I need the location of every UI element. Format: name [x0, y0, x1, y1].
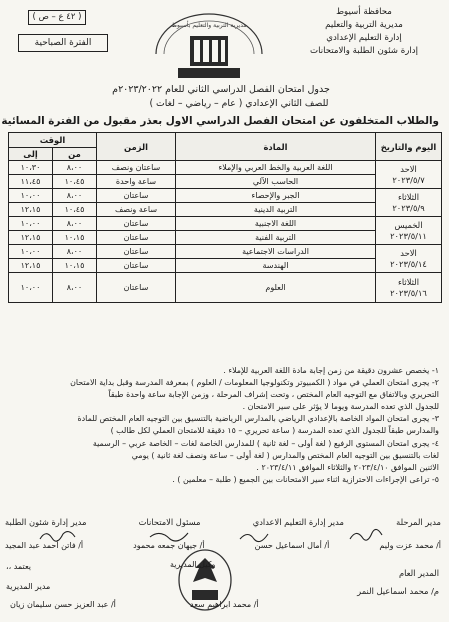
- notes-section: [9, 365, 439, 486]
- day-name: الثلاثاء: [397, 191, 420, 202]
- col-header-to: إلى: [9, 148, 53, 161]
- director-name: أ/ عبد العزيز حسن سليمان زيان: [10, 600, 116, 609]
- note-line: ٥- تراعى الإجراءات الاحترازية اثناء سير الامتحانات بين الجميع ( طلبة – معلمين ) .: [172, 474, 439, 484]
- day-name: الثلاثاء: [397, 276, 420, 287]
- table-row: [9, 161, 442, 175]
- from-time-cell: ٨،٠٠: [53, 161, 97, 175]
- deputy-name: أ/ محمد ابراهيم سعد: [190, 600, 259, 609]
- day-date-cell: [376, 217, 442, 245]
- exam-date: ٢٠٢٣/٥/٩: [392, 202, 425, 213]
- day-name: الاحد: [400, 247, 417, 258]
- to-time-cell: ١٢،١٥: [9, 203, 53, 217]
- day-name: الاحد: [400, 163, 417, 174]
- signature-title: مسئول الامتحانات: [138, 517, 201, 527]
- exam-date: ٢٠٢٣/٥/١٤: [390, 258, 427, 269]
- exam-schedule-table: [8, 132, 442, 303]
- directorate-label: مديرية التربية والتعليم: [325, 20, 403, 30]
- duration-cell: ساعة ونصف: [97, 203, 176, 217]
- table-row: [9, 189, 442, 203]
- logo-arc-text: مديرية التربية والتعليم بأسيوط: [171, 22, 247, 29]
- signature-title: مدير إدارة التعليم الاعدادي: [252, 517, 344, 527]
- duration-cell: ساعة واحدة: [97, 175, 176, 189]
- from-time-cell: ١٠،١٥: [53, 231, 97, 245]
- subject-cell: الهندسة: [176, 259, 376, 273]
- signature-name: أ/ فاتن أحمد عبد المجيد: [5, 541, 84, 550]
- to-time-cell: ١١،٤٥: [9, 175, 53, 189]
- signature-titles: [5, 517, 441, 527]
- duration-cell: ساعتان: [97, 273, 176, 303]
- subject-cell: التربية الفنية: [176, 231, 376, 245]
- table-row: [9, 273, 442, 303]
- subject-cell: العلوم: [176, 273, 376, 303]
- day-name: الخميس: [394, 219, 423, 230]
- note-line: للجدول الذي تعده المدرسة ويوما لا يؤثر على سير الامتحان .: [242, 402, 439, 412]
- duration-cell: ساعتان: [97, 245, 176, 259]
- administration-label: إدارة التعليم الإعدادي: [326, 33, 402, 43]
- duration-cell: ساعتان: [97, 259, 176, 273]
- note-line: الاثنين الموافق ٢٠٢٣/٤/١٠ والثلاثاء الموافق ٢٠٢٣/٤/١١ .: [256, 462, 439, 472]
- shift-label: الفترة الصباحية: [18, 34, 108, 52]
- col-header-day-date: اليوم والتاريخ: [376, 133, 442, 161]
- to-time-cell: ١٢،١٥: [9, 231, 53, 245]
- subject-cell: الجبر والإحصاء: [176, 189, 376, 203]
- note-line: ٤- يجرى امتحان المستوى الرفيع ( لغة أولى – لغة ثانية ) للمدارس الخاصة لغات – الخاصة عربي – الرسمية: [92, 438, 439, 448]
- signature-name: أ/ جيهان جمعه محمود: [133, 541, 205, 550]
- note-line: ٣- يجرى امتحان المواد الخاصة بالإعدادي الرياضي بالمدارس الرياضية بالتنسيق بين التوجيه العام المختص للمادة: [77, 414, 439, 424]
- col-header-from: من: [53, 148, 97, 161]
- from-time-cell: ٨،٠٠: [53, 273, 97, 303]
- from-time-cell: ٨،٠٠: [53, 245, 97, 259]
- general-manager-title: المدير العام: [398, 568, 439, 578]
- duration-cell: ساعتان: [97, 189, 176, 203]
- duration-cell: ساعتان: [97, 217, 176, 231]
- note-line: التحريري وبالاتفاق مع التوجيه العام المختص ، وتحت إشراف المرحلة ، وزمن الإجابة ساعة واحدة طبقاً: [108, 390, 439, 400]
- from-time-cell: ١٠،٤٥: [53, 203, 97, 217]
- title-line-2: للصف الثاني الإعدادي ( عام – رياضي – لغات ): [149, 98, 329, 109]
- table-row: [9, 245, 442, 259]
- to-time-cell: ١٠،٠٠: [9, 245, 53, 259]
- subject-cell: التربية الدينية: [176, 203, 376, 217]
- duration-cell: ساعتان ونصف: [97, 161, 176, 175]
- signature-title: مدير إدارة شئون الطلبة: [5, 517, 87, 527]
- from-time-cell: ١٠،١٥: [53, 259, 97, 273]
- subject-cell: اللغة الاجنبية: [176, 217, 376, 231]
- to-time-cell: ١٠،٠٠: [9, 189, 53, 203]
- general-manager-name: م/ محمد اسماعيل النمر: [357, 586, 439, 596]
- director-label: مدير المديرية: [6, 582, 51, 591]
- signature-name: أ/ محمد عزت وليم: [379, 541, 441, 550]
- approval-label: يعتمد ،،: [6, 562, 32, 571]
- subject-cell: الدراسات الاجتماعية: [176, 245, 376, 259]
- to-time-cell: ١٢،١٥: [9, 259, 53, 273]
- subject-cell: اللغة العربية والخط العربي والإملاء: [176, 161, 376, 175]
- exam-date: ٢٠٢٣/٥/٧: [392, 174, 425, 185]
- from-time-cell: ٨،٠٠: [53, 217, 97, 231]
- header-block: [289, 6, 439, 58]
- subject-cell: الحاسب الآلي: [176, 175, 376, 189]
- signature-name: أ/ أمال اسماعيل حسن: [254, 541, 330, 550]
- title-line-1: جدول امتحان الفصل الدراسي الثاني للعام ٢٠٢٣/٢٠٢٢م: [112, 84, 330, 95]
- col-header-subject: المادة: [176, 133, 376, 161]
- governorate-label: محافظة أسيوط: [336, 7, 392, 17]
- note-line: لغات بالتنسيق بين التوجيه العام المختص والمدارس ( لغة أولى – ساعة ونصف لغة ثانية ) يومي: [131, 450, 439, 460]
- to-time-cell: ١٠،٠٠: [9, 217, 53, 231]
- note-line: والمدارس طبقاً للجدول الذي تعده المدرسة ( ساعة تحريري – ١٥ دقيقة للامتحان العملي لكل طالب ): [110, 426, 439, 436]
- note-line: ١- يخصص عشرون دقيقة من زمن إجابة مادة اللغة العربية للإملاء .: [223, 366, 439, 375]
- form-reference: ( ٤٢ ع – ص ): [28, 10, 86, 25]
- deputy-label: وكيل المديرية: [170, 560, 216, 569]
- duration-cell: ساعتان: [97, 231, 176, 245]
- col-header-duration: الزمن: [97, 133, 176, 161]
- col-header-time: الوقت: [9, 133, 97, 148]
- to-time-cell: ١٠،٣٠: [9, 161, 53, 175]
- signature-title: مدير المرحلة: [396, 517, 441, 527]
- from-time-cell: ١٠،٤٥: [53, 175, 97, 189]
- to-time-cell: ١٠،٠٠: [9, 273, 53, 303]
- directorate-logo: [150, 10, 268, 82]
- from-time-cell: ٨،٠٠: [53, 189, 97, 203]
- exam-date: ٢٠٢٣/٥/١٦: [390, 287, 427, 298]
- day-date-cell: [376, 189, 442, 217]
- title-line-3: والطلاب المتخلفون عن امتحان الفصل الدراسي الاول بعذر مقبول من الفترة المسائية: [1, 115, 439, 127]
- note-line: ٢- يجرى امتحان العملي في مواد ( الكمبيوتر وتكنولوجيا المعلومات / العلوم ) بمعرفة المدرسة وقبل بداية الامتحان: [70, 378, 439, 388]
- table-row: [9, 217, 442, 231]
- exam-date: ٢٠٢٣/٥/١١: [390, 230, 427, 241]
- day-date-cell: [376, 245, 442, 273]
- day-date-cell: [376, 273, 442, 303]
- day-date-cell: [376, 161, 442, 189]
- department-label: إدارة شئون الطلبة والامتحانات: [310, 46, 418, 56]
